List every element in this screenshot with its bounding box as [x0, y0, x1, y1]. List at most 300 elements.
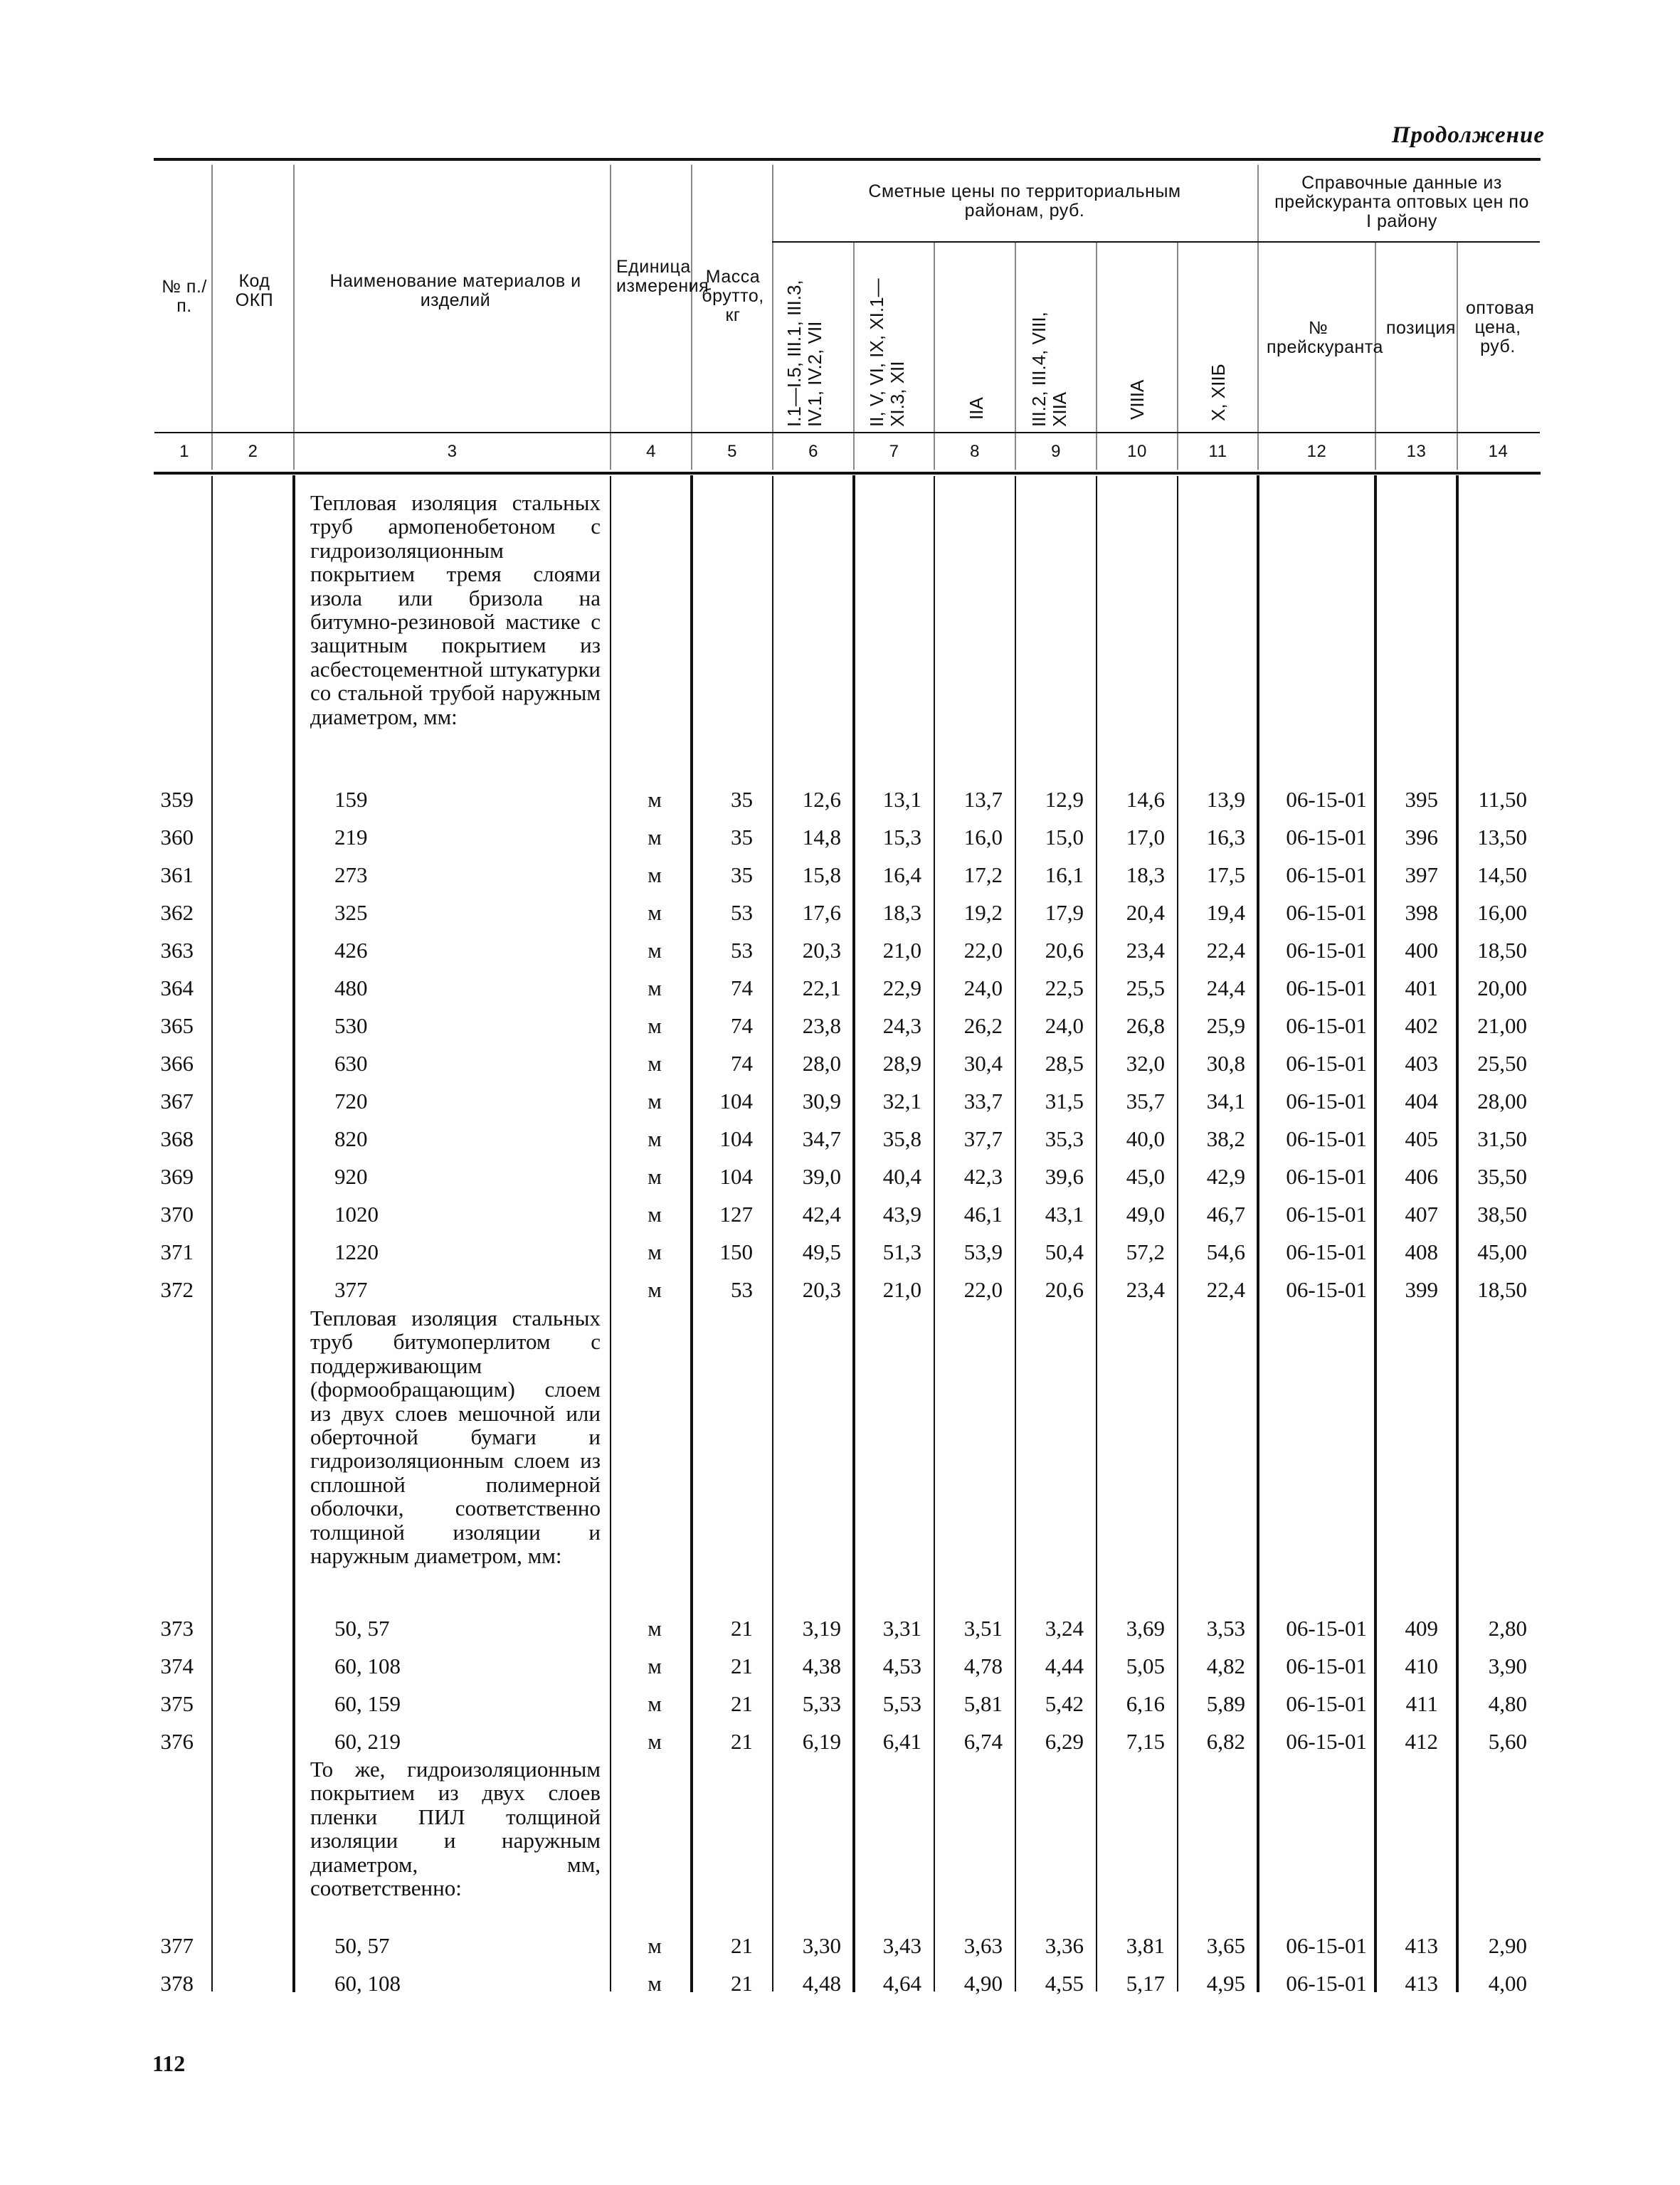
row-unit: м — [648, 1933, 662, 1958]
row-price-region-3: 30,4 — [963, 1051, 1003, 1076]
row-price-region-4: 15,0 — [1045, 825, 1084, 850]
table-row — [0, 1233, 1680, 1271]
row-position: 403 — [1405, 1051, 1438, 1076]
row-price-region-6: 25,9 — [1206, 1013, 1245, 1038]
row-position: 402 — [1405, 1013, 1438, 1038]
colnum-11: 11 — [1208, 442, 1227, 461]
row-price-region-1: 12,6 — [802, 787, 841, 812]
row-number: 366 — [160, 1051, 194, 1076]
table-row — [0, 1685, 1680, 1723]
table-row — [0, 781, 1680, 819]
row-price-region-2: 13,1 — [882, 787, 921, 812]
row-number: 369 — [160, 1164, 194, 1189]
row-wholesale-price: 31,50 — [1477, 1126, 1527, 1151]
row-number: 374 — [160, 1654, 194, 1678]
row-position: 398 — [1405, 900, 1438, 925]
row-price-region-2: 4,53 — [882, 1654, 921, 1678]
row-price-region-1: 5,33 — [802, 1691, 841, 1716]
row-price-region-3: 3,63 — [963, 1933, 1003, 1958]
colnum-2: 2 — [248, 442, 258, 461]
row-number: 363 — [160, 938, 194, 963]
row-price-region-5: 7,15 — [1126, 1729, 1165, 1754]
row-price-region-2: 51,3 — [882, 1239, 921, 1264]
row-price-region-5: 6,16 — [1126, 1691, 1165, 1716]
row-price-region-6: 16,3 — [1206, 825, 1245, 850]
row-price-region-5: 45,0 — [1126, 1164, 1165, 1189]
row-wholesale-price: 25,50 — [1477, 1051, 1527, 1076]
row-price-list: 06-15-01 — [1286, 1729, 1367, 1754]
row-number: 367 — [160, 1089, 194, 1113]
row-name: 60, 108 — [334, 1654, 401, 1678]
row-mass: 74 — [731, 1013, 753, 1038]
row-price-region-4: 3,36 — [1045, 1933, 1084, 1958]
row-wholesale-price: 4,00 — [1488, 1971, 1527, 1996]
table-row — [0, 1609, 1680, 1648]
row-price-region-1: 14,8 — [802, 825, 841, 850]
row-name: 426 — [334, 938, 368, 963]
row-price-region-4: 28,5 — [1045, 1051, 1084, 1076]
group-1-description: Тепловая изоляция стальных труб армопенобетоном с гидроизоляционным покрытием тремя слоями изола или бризола на битумно-резиновой мастике с защитным покрытием из асбестоцементной штукатурки со стальной трубой наружным диаметром, мм: — [310, 490, 601, 729]
table-row — [0, 1007, 1680, 1045]
row-wholesale-price: 21,00 — [1477, 1013, 1527, 1038]
row-wholesale-price: 45,00 — [1477, 1239, 1527, 1264]
colnum-4: 4 — [646, 442, 656, 461]
row-price-list: 06-15-01 — [1286, 1933, 1367, 1958]
row-name: 60, 159 — [334, 1691, 401, 1716]
row-price-region-5: 57,2 — [1126, 1239, 1165, 1264]
row-mass: 21 — [731, 1729, 753, 1754]
row-price-region-1: 3,19 — [802, 1616, 841, 1641]
row-price-region-4: 20,6 — [1045, 938, 1084, 963]
row-price-region-3: 33,7 — [963, 1089, 1003, 1113]
row-price-list: 06-15-01 — [1286, 1126, 1367, 1151]
row-price-region-6: 24,4 — [1206, 975, 1245, 1000]
row-wholesale-price: 3,90 — [1488, 1654, 1527, 1678]
row-price-region-1: 34,7 — [802, 1126, 841, 1151]
row-price-region-3: 6,74 — [963, 1729, 1003, 1754]
row-wholesale-price: 20,00 — [1477, 975, 1527, 1000]
row-price-region-6: 22,4 — [1206, 938, 1245, 963]
row-unit: м — [648, 862, 662, 887]
row-name: 273 — [334, 862, 368, 887]
row-price-region-6: 3,53 — [1206, 1616, 1245, 1641]
row-wholesale-price: 2,80 — [1488, 1616, 1527, 1641]
header-wholesale: оптовая цена, руб. — [1466, 298, 1535, 356]
row-unit: м — [648, 900, 662, 925]
row-number: 361 — [160, 862, 194, 887]
row-number: 378 — [160, 1971, 194, 1996]
row-number: 364 — [160, 975, 194, 1000]
table-row — [0, 856, 1680, 894]
row-price-region-4: 22,5 — [1045, 975, 1084, 1000]
row-price-region-5: 40,0 — [1126, 1126, 1165, 1151]
row-price-region-1: 49,5 — [802, 1239, 841, 1264]
row-price-region-1: 42,4 — [802, 1202, 841, 1227]
row-price-region-6: 46,7 — [1206, 1202, 1245, 1227]
row-price-region-2: 22,9 — [882, 975, 921, 1000]
row-price-region-4: 6,29 — [1045, 1729, 1084, 1754]
row-price-list: 06-15-01 — [1286, 1616, 1367, 1641]
row-position: 412 — [1405, 1729, 1438, 1754]
row-price-region-6: 6,82 — [1206, 1729, 1245, 1754]
row-price-region-2: 24,3 — [882, 1013, 921, 1038]
row-name: 630 — [334, 1051, 368, 1076]
row-price-region-3: 13,7 — [963, 787, 1003, 812]
row-price-region-5: 18,3 — [1126, 862, 1165, 887]
row-position: 406 — [1405, 1164, 1438, 1189]
row-mass: 21 — [731, 1691, 753, 1716]
row-price-region-5: 49,0 — [1126, 1202, 1165, 1227]
header-r1: I.1—I.5, III.1, III.3, IV.1, IV.2, VII — [783, 280, 825, 427]
row-price-region-2: 5,53 — [882, 1691, 921, 1716]
row-price-region-4: 24,0 — [1045, 1013, 1084, 1038]
row-price-region-5: 3,81 — [1126, 1933, 1165, 1958]
row-unit: м — [648, 825, 662, 850]
row-position: 413 — [1405, 1933, 1438, 1958]
row-price-region-4: 43,1 — [1045, 1202, 1084, 1227]
row-price-list: 06-15-01 — [1286, 825, 1367, 850]
table-row — [0, 1044, 1680, 1083]
row-unit: м — [648, 787, 662, 812]
row-price-region-6: 54,6 — [1206, 1239, 1245, 1264]
row-name: 159 — [334, 787, 368, 812]
row-unit: м — [648, 975, 662, 1000]
table-row — [0, 894, 1680, 932]
row-unit: м — [648, 1202, 662, 1227]
table-row — [0, 1647, 1680, 1686]
row-price-region-2: 15,3 — [882, 825, 921, 850]
row-price-region-3: 3,51 — [963, 1616, 1003, 1641]
colnum-6: 6 — [808, 442, 818, 461]
row-position: 401 — [1405, 975, 1438, 1000]
row-price-list: 06-15-01 — [1286, 1277, 1367, 1302]
row-price-region-2: 4,64 — [882, 1971, 921, 1996]
row-wholesale-price: 13,50 — [1477, 825, 1527, 850]
row-price-list: 06-15-01 — [1286, 1654, 1367, 1678]
row-price-region-3: 19,2 — [963, 900, 1003, 925]
row-unit: м — [648, 1239, 662, 1264]
row-price-region-4: 12,9 — [1045, 787, 1084, 812]
table-row — [0, 1158, 1680, 1196]
colnum-14: 14 — [1488, 442, 1509, 461]
colnum-8: 8 — [970, 442, 980, 461]
row-price-region-2: 21,0 — [882, 938, 921, 963]
row-price-region-1: 4,48 — [802, 1971, 841, 1996]
row-price-region-4: 16,1 — [1045, 862, 1084, 887]
row-price-region-1: 23,8 — [802, 1013, 841, 1038]
table-row — [0, 1723, 1680, 1761]
row-price-region-6: 5,89 — [1206, 1691, 1245, 1716]
row-price-region-4: 39,6 — [1045, 1164, 1084, 1189]
row-name: 480 — [334, 975, 368, 1000]
row-position: 411 — [1405, 1691, 1438, 1716]
row-price-region-3: 22,0 — [963, 1277, 1003, 1302]
row-mass: 21 — [731, 1654, 753, 1678]
row-mass: 21 — [731, 1933, 753, 1958]
row-unit: м — [648, 1616, 662, 1641]
row-mass: 104 — [719, 1126, 753, 1151]
row-position: 396 — [1405, 825, 1438, 850]
row-position: 413 — [1405, 1971, 1438, 1996]
row-price-list: 06-15-01 — [1286, 1089, 1367, 1113]
row-price-list: 06-15-01 — [1286, 1013, 1367, 1038]
header-r6: X, XIIБ — [1208, 364, 1229, 421]
header-mass: Масса брутто, кг — [702, 267, 764, 325]
row-name: 50, 57 — [334, 1616, 390, 1641]
row-price-region-1: 3,30 — [802, 1933, 841, 1958]
colnum-12: 12 — [1306, 442, 1327, 461]
row-price-region-2: 21,0 — [882, 1277, 921, 1302]
row-unit: м — [648, 1691, 662, 1716]
row-position: 395 — [1405, 787, 1438, 812]
group-3-description: То же, гидроизоляционным покрытием из двух слоев пленки ПИЛ толщиной изоляции и наружным диаметром, мм, соответственно: — [310, 1757, 601, 1901]
header-r5: VIIIA — [1126, 379, 1148, 420]
row-price-list: 06-15-01 — [1286, 787, 1367, 812]
row-price-region-3: 5,81 — [963, 1691, 1003, 1716]
row-name: 377 — [334, 1277, 368, 1302]
table-row — [0, 931, 1680, 970]
row-name: 920 — [334, 1164, 368, 1189]
row-price-region-1: 17,6 — [802, 900, 841, 925]
continuation-label: Продолжение — [1391, 122, 1545, 148]
colnum-5: 5 — [727, 442, 737, 461]
row-price-region-3: 42,3 — [963, 1164, 1003, 1189]
row-price-list: 06-15-01 — [1286, 975, 1367, 1000]
row-mass: 74 — [731, 975, 753, 1000]
header-position: позиция — [1386, 318, 1456, 338]
row-price-region-3: 26,2 — [963, 1013, 1003, 1038]
row-position: 404 — [1405, 1089, 1438, 1113]
row-price-region-5: 26,8 — [1126, 1013, 1165, 1038]
row-mass: 35 — [731, 825, 753, 850]
row-position: 410 — [1405, 1654, 1438, 1678]
row-number: 375 — [160, 1691, 194, 1716]
row-price-region-6: 3,65 — [1206, 1933, 1245, 1958]
row-price-region-2: 6,41 — [882, 1729, 921, 1754]
row-price-region-6: 4,82 — [1206, 1654, 1245, 1678]
row-position: 409 — [1405, 1616, 1438, 1641]
row-price-list: 06-15-01 — [1286, 1164, 1367, 1189]
row-number: 365 — [160, 1013, 194, 1038]
row-price-region-4: 5,42 — [1045, 1691, 1084, 1716]
row-price-region-1: 20,3 — [802, 938, 841, 963]
table-row — [0, 969, 1680, 1007]
row-unit: м — [648, 1164, 662, 1189]
row-price-region-3: 22,0 — [963, 938, 1003, 963]
row-price-region-6: 30,8 — [1206, 1051, 1245, 1076]
row-price-region-1: 28,0 — [802, 1051, 841, 1076]
row-unit: м — [648, 1126, 662, 1151]
row-price-region-3: 24,0 — [963, 975, 1003, 1000]
row-price-region-4: 20,6 — [1045, 1277, 1084, 1302]
row-name: 720 — [334, 1089, 368, 1113]
row-price-region-5: 17,0 — [1126, 825, 1165, 850]
row-price-region-3: 4,90 — [963, 1971, 1003, 1996]
row-wholesale-price: 18,50 — [1477, 1277, 1527, 1302]
header-num: № п./п. — [162, 277, 207, 316]
row-price-list: 06-15-01 — [1286, 862, 1367, 887]
row-number: 370 — [160, 1202, 194, 1227]
row-price-region-5: 3,69 — [1126, 1616, 1165, 1641]
row-mass: 21 — [731, 1616, 753, 1641]
row-mass: 21 — [731, 1971, 753, 1996]
row-number: 362 — [160, 900, 194, 925]
row-price-region-2: 40,4 — [882, 1164, 921, 1189]
row-position: 408 — [1405, 1239, 1438, 1264]
row-wholesale-price: 28,00 — [1477, 1089, 1527, 1113]
row-price-list: 06-15-01 — [1286, 938, 1367, 963]
row-wholesale-price: 2,90 — [1488, 1933, 1527, 1958]
row-price-region-3: 46,1 — [963, 1202, 1003, 1227]
row-price-region-2: 18,3 — [882, 900, 921, 925]
row-price-region-4: 31,5 — [1045, 1089, 1084, 1113]
row-price-region-4: 17,9 — [1045, 900, 1084, 925]
row-name: 50, 57 — [334, 1933, 390, 1958]
row-price-region-5: 32,0 — [1126, 1051, 1165, 1076]
row-price-region-1: 6,19 — [802, 1729, 841, 1754]
row-unit: м — [648, 1654, 662, 1678]
header-r3: IIA — [966, 397, 987, 420]
page-number: 112 — [152, 2051, 186, 2076]
row-price-region-5: 23,4 — [1126, 1277, 1165, 1302]
row-number: 377 — [160, 1933, 194, 1958]
header-r2: II, V, VI, IX, XI.1—XI.3, XII — [866, 278, 908, 427]
row-number: 368 — [160, 1126, 194, 1151]
row-price-region-5: 25,5 — [1126, 975, 1165, 1000]
row-price-list: 06-15-01 — [1286, 900, 1367, 925]
header-ref-group: Справочные данные из прейскуранта оптовых цен по I району — [1274, 173, 1529, 231]
colnum-13: 13 — [1406, 442, 1427, 461]
row-mass: 104 — [719, 1089, 753, 1113]
row-price-list: 06-15-01 — [1286, 1239, 1367, 1264]
row-number: 372 — [160, 1277, 194, 1302]
row-mass: 35 — [731, 862, 753, 887]
row-name: 219 — [334, 825, 368, 850]
row-price-region-5: 20,4 — [1126, 900, 1165, 925]
row-name: 325 — [334, 900, 368, 925]
row-number: 376 — [160, 1729, 194, 1754]
row-number: 371 — [160, 1239, 194, 1264]
colnum-9: 9 — [1051, 442, 1061, 461]
row-price-region-6: 22,4 — [1206, 1277, 1245, 1302]
row-mass: 53 — [731, 938, 753, 963]
row-price-region-2: 3,31 — [882, 1616, 921, 1641]
row-price-region-1: 4,38 — [802, 1654, 841, 1678]
row-position: 405 — [1405, 1126, 1438, 1151]
row-unit: м — [648, 1729, 662, 1754]
row-price-region-5: 14,6 — [1126, 787, 1165, 812]
group-2-description: Тепловая изоляция стальных труб битумоперлитом с поддерживающим (формообращающим) слоем из двух слоев мешочной или оберточной бумаги и гидроизоляционным слоем из сплошной полимерной оболочки, соответственно толщиной изоляции и наружным диаметром, мм: — [310, 1306, 601, 1569]
row-number: 360 — [160, 825, 194, 850]
row-position: 407 — [1405, 1202, 1438, 1227]
row-position: 399 — [1405, 1277, 1438, 1302]
row-name: 820 — [334, 1126, 368, 1151]
row-mass: 104 — [719, 1164, 753, 1189]
row-name: 1020 — [334, 1202, 379, 1227]
row-price-region-1: 15,8 — [802, 862, 841, 887]
row-wholesale-price: 16,00 — [1477, 900, 1527, 925]
row-price-region-4: 4,55 — [1045, 1971, 1084, 1996]
row-unit: м — [648, 1089, 662, 1113]
row-mass: 35 — [731, 787, 753, 812]
row-price-region-6: 38,2 — [1206, 1126, 1245, 1151]
table-row — [0, 818, 1680, 857]
row-price-region-6: 4,95 — [1206, 1971, 1245, 1996]
row-number: 359 — [160, 787, 194, 812]
row-price-region-2: 35,8 — [882, 1126, 921, 1151]
row-price-region-2: 16,4 — [882, 862, 921, 887]
row-price-region-5: 5,05 — [1126, 1654, 1165, 1678]
row-mass: 127 — [719, 1202, 753, 1227]
table-row — [0, 1964, 1680, 2003]
colnum-7: 7 — [889, 442, 899, 461]
colnum-1: 1 — [179, 442, 189, 461]
row-price-list: 06-15-01 — [1286, 1051, 1367, 1076]
row-price-region-2: 28,9 — [882, 1051, 921, 1076]
row-mass: 150 — [719, 1239, 753, 1264]
header-unit: Единица измерения — [616, 257, 709, 296]
row-mass: 53 — [731, 1277, 753, 1302]
header-price-list: № прейскуранта — [1267, 318, 1383, 357]
row-wholesale-price: 14,50 — [1477, 862, 1527, 887]
row-price-region-3: 4,78 — [963, 1654, 1003, 1678]
row-price-region-3: 16,0 — [963, 825, 1003, 850]
header-prices-group: Сметные цены по территориальным районам, руб. — [868, 181, 1181, 221]
row-price-region-5: 5,17 — [1126, 1971, 1165, 1996]
row-price-region-1: 39,0 — [802, 1164, 841, 1189]
row-wholesale-price: 38,50 — [1477, 1202, 1527, 1227]
header-r4: III.2, III.4, VIII, XIIA — [1028, 312, 1070, 427]
row-price-region-4: 50,4 — [1045, 1239, 1084, 1264]
header-okp: Код ОКП — [235, 271, 274, 310]
row-wholesale-price: 4,80 — [1488, 1691, 1527, 1716]
table-row — [0, 1082, 1680, 1121]
row-name: 60, 108 — [334, 1971, 401, 1996]
row-unit: м — [648, 1013, 662, 1038]
row-price-region-4: 4,44 — [1045, 1654, 1084, 1678]
row-price-region-2: 43,9 — [882, 1202, 921, 1227]
row-position: 397 — [1405, 862, 1438, 887]
row-price-region-1: 30,9 — [802, 1089, 841, 1113]
row-price-region-2: 3,43 — [882, 1933, 921, 1958]
row-name: 530 — [334, 1013, 368, 1038]
row-price-region-3: 53,9 — [963, 1239, 1003, 1264]
row-price-region-6: 17,5 — [1206, 862, 1245, 887]
row-price-list: 06-15-01 — [1286, 1202, 1367, 1227]
row-price-region-5: 35,7 — [1126, 1089, 1165, 1113]
row-price-list: 06-15-01 — [1286, 1971, 1367, 1996]
colnum-10: 10 — [1127, 442, 1147, 461]
colnum-3: 3 — [447, 442, 458, 461]
row-number: 373 — [160, 1616, 194, 1641]
row-price-region-3: 17,2 — [963, 862, 1003, 887]
row-mass: 53 — [731, 900, 753, 925]
row-price-region-4: 35,3 — [1045, 1126, 1084, 1151]
row-price-region-6: 13,9 — [1206, 787, 1245, 812]
row-unit: м — [648, 938, 662, 963]
row-price-list: 06-15-01 — [1286, 1691, 1367, 1716]
row-price-region-6: 19,4 — [1206, 900, 1245, 925]
row-price-region-3: 37,7 — [963, 1126, 1003, 1151]
row-unit: м — [648, 1277, 662, 1302]
row-price-region-6: 42,9 — [1206, 1164, 1245, 1189]
row-unit: м — [648, 1051, 662, 1076]
row-wholesale-price: 18,50 — [1477, 938, 1527, 963]
header-name: Наименование материалов и изделий — [329, 271, 581, 310]
row-unit: м — [648, 1971, 662, 1996]
table-row — [0, 1195, 1680, 1234]
row-price-region-1: 20,3 — [802, 1277, 841, 1302]
